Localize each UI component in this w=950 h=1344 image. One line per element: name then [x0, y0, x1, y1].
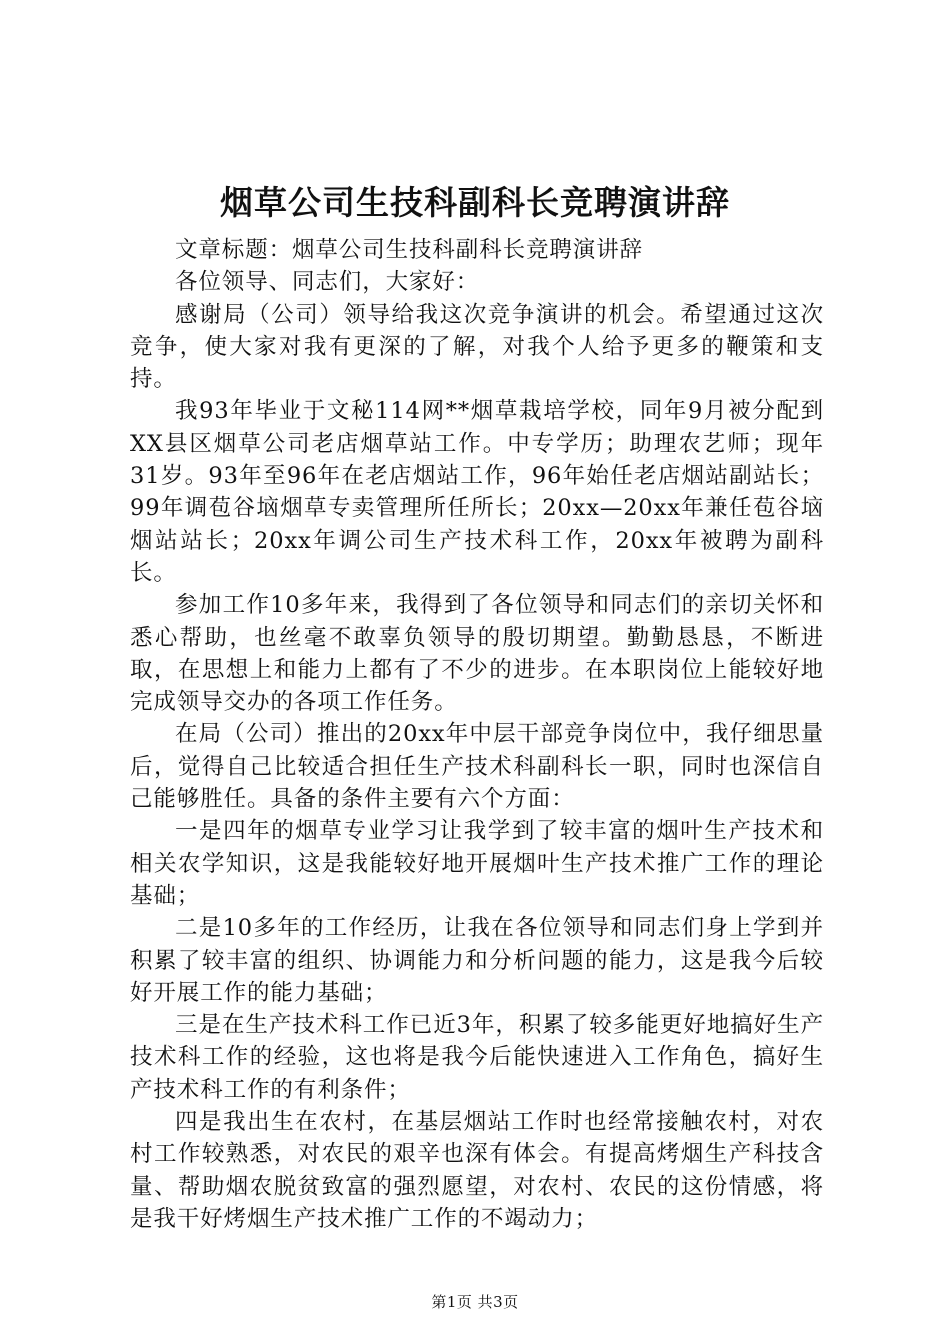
- paragraph-experience: 参加工作10多年来，我得到了各位领导和同志们的亲切关怀和悉心帮助，也丝毫不敢辜负领导的殷切期望。勤勤恳恳，不断进取，在思想上和能力上都有了不少的进步。在本职岗位上能较好地完成领导交办的各项工作任务。: [130, 592, 824, 716]
- paragraph-point-two: 二是10多年的工作经历，让我在各位领导和同志们身上学到并积累了较丰富的组织、协调能力和分析问题的能力，这是我今后较好开展工作的能力基础；: [130, 915, 824, 1006]
- paragraph-greeting: 各位领导、同志们，大家好：: [175, 269, 480, 296]
- paragraph-point-one: 一是四年的烟草专业学习让我学到了较丰富的烟叶生产技术和相关农学知识，这是我能较好地开展烟叶生产技术推广工作的理论基础；: [130, 818, 824, 909]
- paragraph-point-three: 三是在生产技术科工作已近3年，积累了较多能更好地搞好生产技术科工作的经验，这也将是我今后能快速进入工作角色，搞好生产技术科工作的有利条件；: [130, 1012, 824, 1103]
- paragraph-background: 我93年毕业于文秘114网**烟草栽培学校，同年9月被分配到XX县区烟草公司老店烟草站工作。中专学历；助理农艺师；现年31岁。93年至96年在老店烟站工作，96年始任老店烟站副站长；99年调苞谷垴烟草专卖管理所任所长；20xx—20xx年兼任苞谷垴烟站站长；20xx年调公司生产技术科工作，20xx年被聘为副科长。: [130, 398, 824, 586]
- document-title: 烟草公司生技科副科长竞聘演讲辞: [220, 183, 730, 222]
- paragraph-qualification-intro: 在局（公司）推出的20xx年中层干部竞争岗位中，我仔细思量后，觉得自己比较适合担任生产技术科副科长一职，同时也深信自己能够胜任。具备的条件主要有六个方面：: [130, 721, 824, 813]
- paragraph-thanks: 感谢局（公司）领导给我这次竞争演讲的机会。希望通过这次竞争，使大家对我有更深的了解，对我个人给予更多的鞭策和支持。: [130, 301, 824, 393]
- paragraph-point-four: 四是我出生在农村，在基层烟站工作时也经常接触农村，对农村工作较熟悉，对农民的艰辛也深有体会。有提高烤烟生产科技含量、帮助烟农脱贫致富的强烈愿望，对农村、农民的这份情感，将是我干好烤烟生产技术推广工作的不竭动力；: [130, 1109, 824, 1232]
- page-number-footer: 第1页 共3页: [431, 1293, 519, 1311]
- document-body: [130, 234, 824, 1235]
- paragraph-article-title: 文章标题：烟草公司生技科副科长竞聘演讲辞: [175, 237, 644, 263]
